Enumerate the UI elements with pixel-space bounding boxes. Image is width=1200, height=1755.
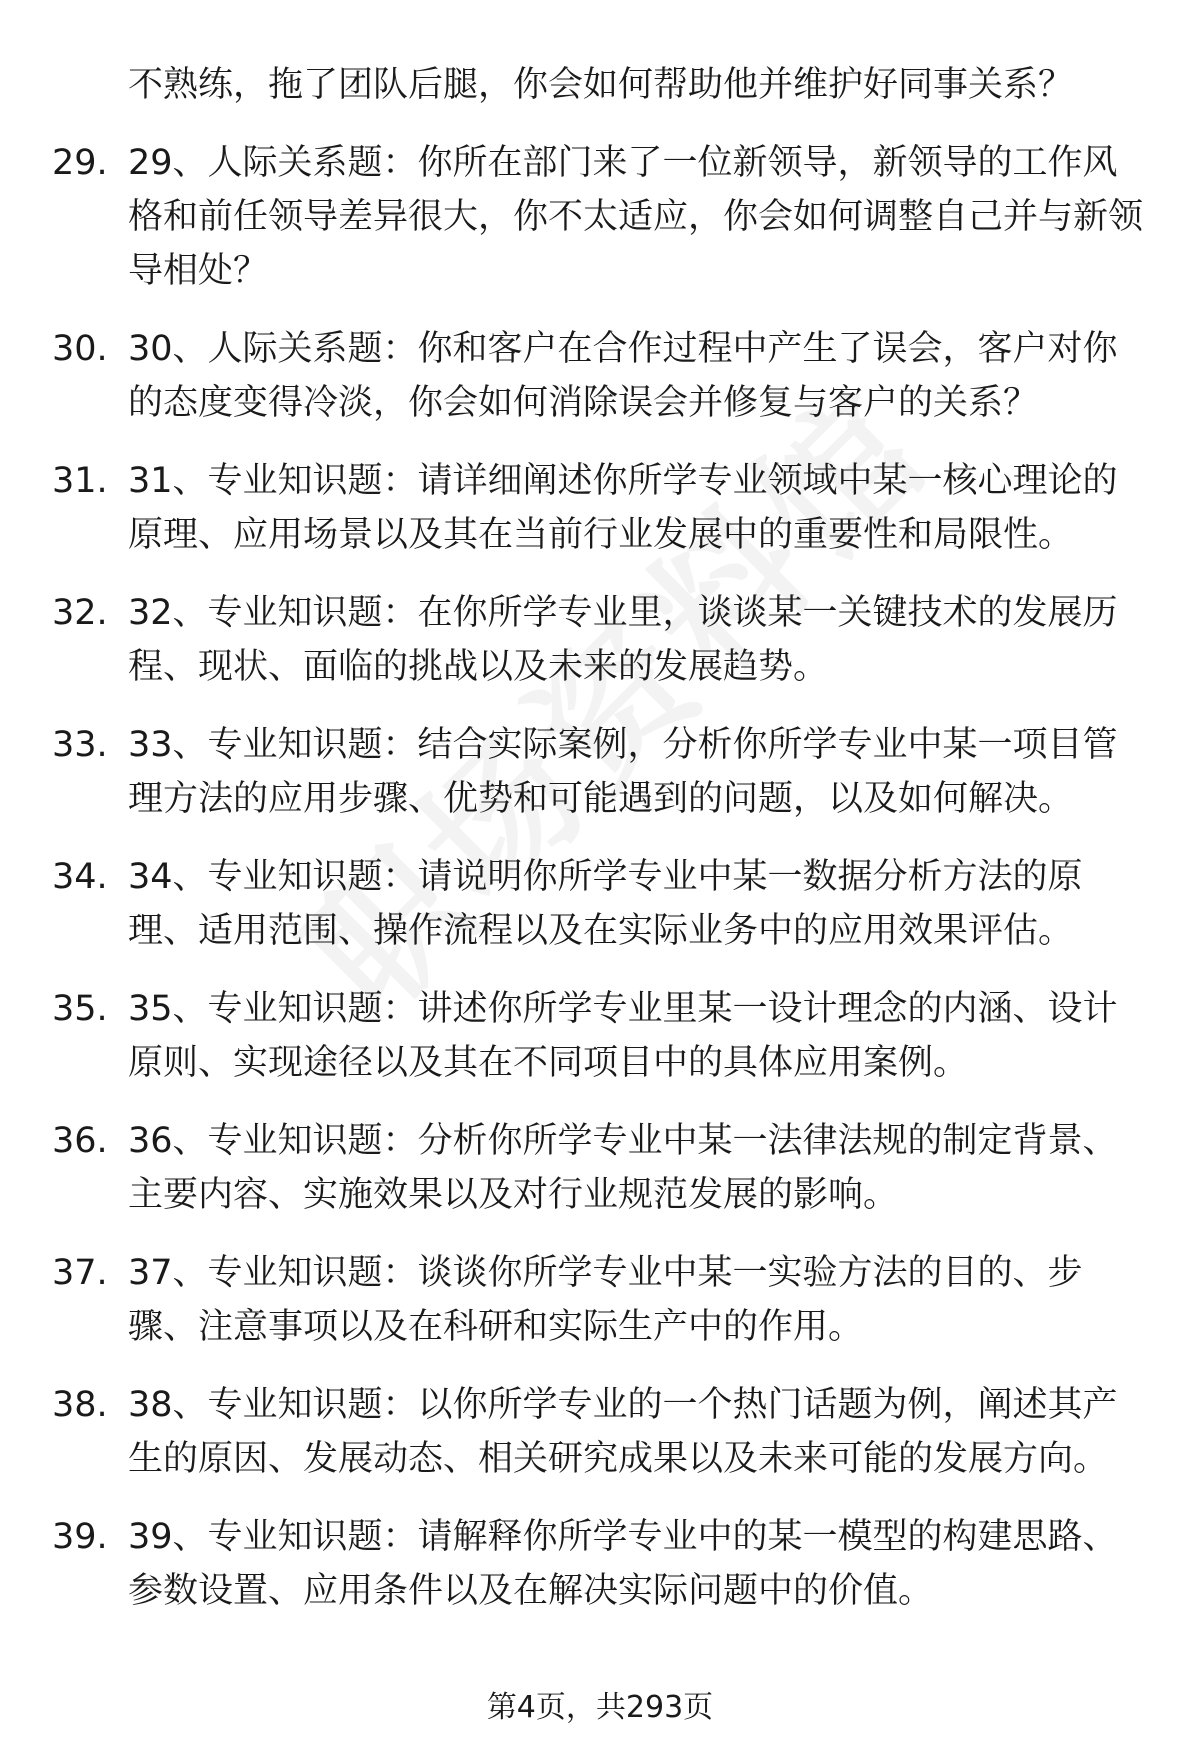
item-text: 36、专业知识题：分析你所学专业中某一法律法规的制定背景、主要内容、实施效果以及对行业规范发展的影响。 [128,1121,1118,1215]
item-number: 32. [52,593,108,633]
item-number: 34. [52,857,108,897]
item-text: 29、人际关系题：你所在部门来了一位新领导，新领导的工作风格和前任领导差异很大，你不太适应，你会如何调整自己并与新领导相处？ [128,143,1144,291]
item-text: 34、专业知识题：请说明你所学专业中某一数据分析方法的原理、适用范围、操作流程以及在实际业务中的应用效果评估。 [128,857,1083,951]
continuation-text: 不熟练，拖了团队后腿，你会如何帮助他并维护好同事关系？ [128,65,1074,105]
item-number: 35. [52,989,108,1029]
list-item [0,454,1200,562]
continuation-paragraph [0,58,1200,112]
list-item [0,1246,1200,1354]
item-number: 30. [52,329,108,369]
item-number: 36. [52,1121,108,1161]
item-text: 31、专业知识题：请详细阐述你所学专业领域中某一核心理论的原理、应用场景以及其在当前行业发展中的重要性和局限性。 [128,461,1118,555]
item-number: 37. [52,1253,108,1293]
item-number: 38. [52,1385,108,1425]
item-text: 30、人际关系题：你和客户在合作过程中产生了误会，客户对你的态度变得冷淡，你会如何消除误会并修复与客户的关系？ [128,329,1118,423]
list-item [0,1378,1200,1486]
page-footer: 第4页，共293页 [486,1690,714,1725]
item-text: 32、专业知识题：在你所学专业里，谈谈某一关键技术的发展历程、现状、面临的挑战以及未来的发展趋势。 [128,593,1118,687]
list-item [0,1510,1200,1618]
list-item [0,136,1200,298]
list-item [0,322,1200,430]
list-item [0,982,1200,1090]
item-text: 38、专业知识题：以你所学专业的一个热门话题为例，阐述其产生的原因、发展动态、相关研究成果以及未来可能的发展方向。 [128,1385,1118,1479]
item-number: 29. [52,143,108,183]
item-text: 37、专业知识题：谈谈你所学专业中某一实验方法的目的、步骤、注意事项以及在科研和实际生产中的作用。 [128,1253,1083,1347]
item-text: 39、专业知识题：请解释你所学专业中的某一模型的构建思路、参数设置、应用条件以及在解决实际问题中的价值。 [128,1517,1118,1611]
list-item [0,718,1200,826]
item-text: 35、专业知识题：讲述你所学专业里某一设计理念的内涵、设计原则、实现途径以及其在不同项目中的具体应用案例。 [128,989,1118,1083]
item-number: 33. [52,725,108,765]
item-number: 31. [52,461,108,501]
list-item [0,586,1200,694]
list-item [0,1114,1200,1222]
list-item [0,850,1200,958]
question-list [0,58,1200,1618]
item-text: 33、专业知识题：结合实际案例，分析你所学专业中某一项目管理方法的应用步骤、优势和可能遇到的问题，以及如何解决。 [128,725,1118,819]
item-number: 39. [52,1517,108,1557]
